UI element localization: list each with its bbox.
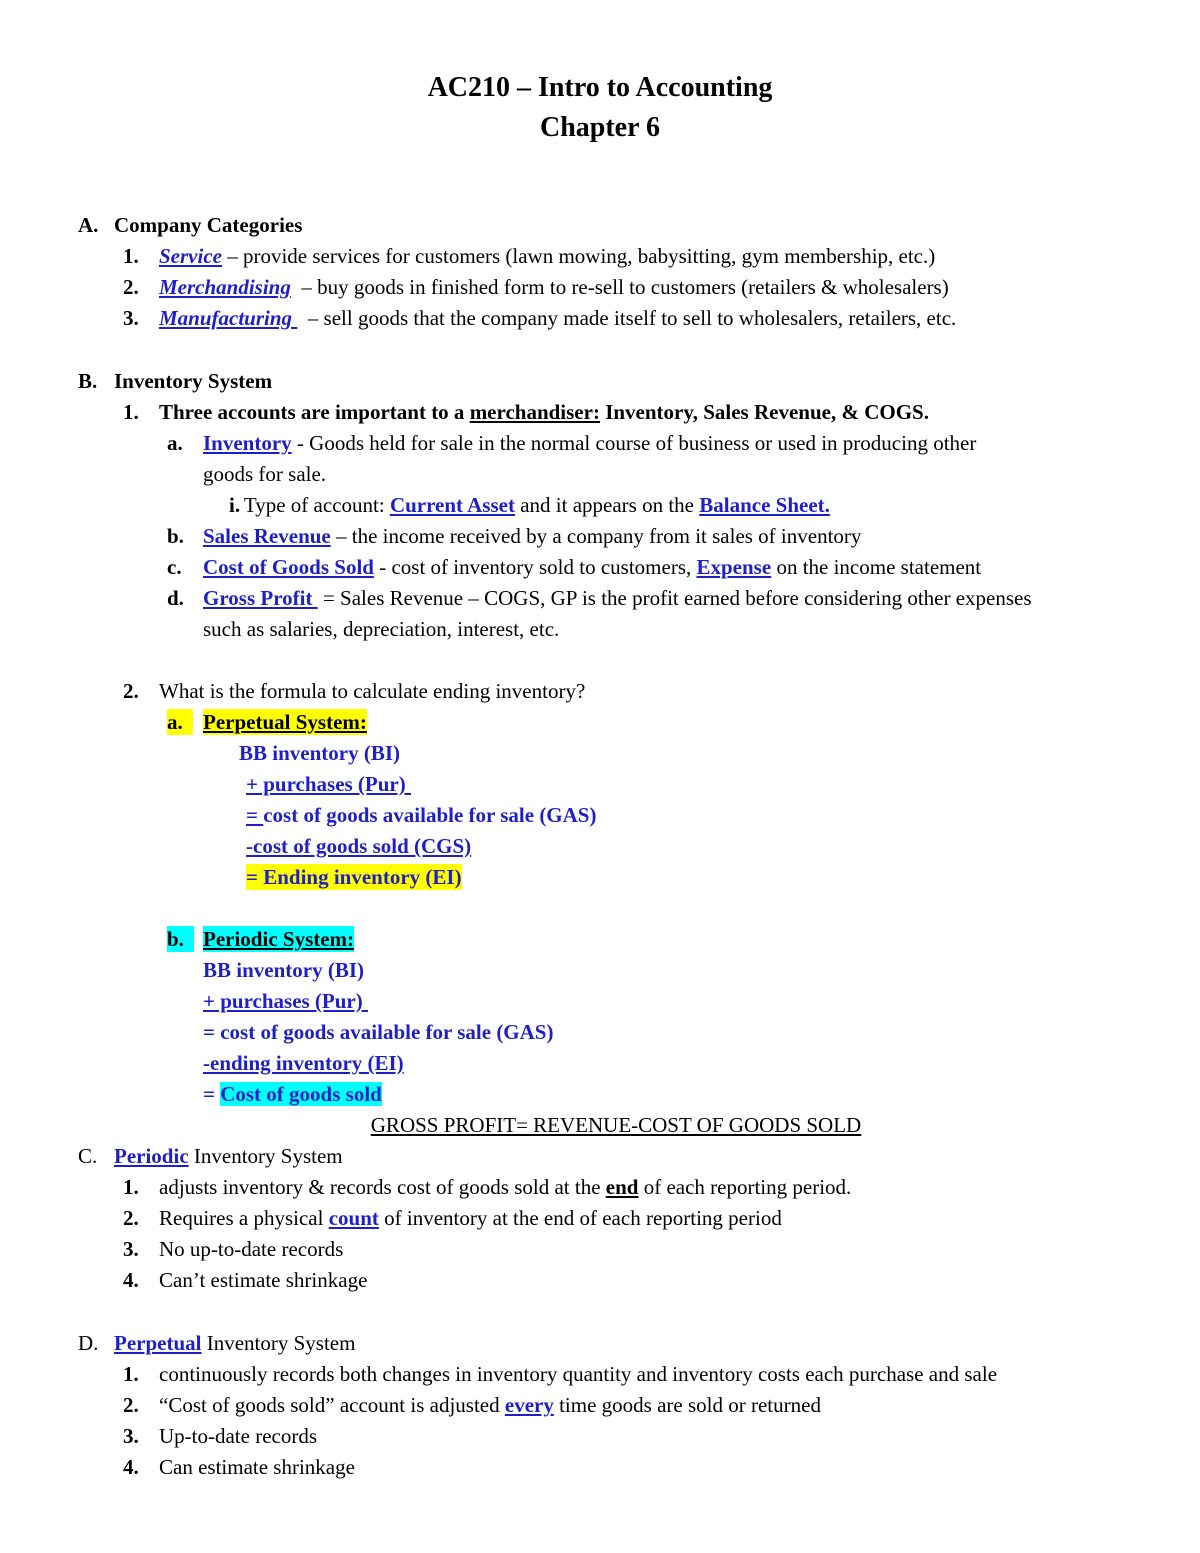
section-a-heading: Company Categories [114,213,303,237]
term-periodic: Periodic [114,1144,189,1168]
term-every: every [504,1393,554,1417]
term-merchandising: Merchandising [159,275,291,299]
formula-line-result: = Ending inventory (EI) [246,865,462,889]
gross-profit-formula: GROSS PROFIT= REVENUE-COST OF GOODS SOLD [370,1113,862,1137]
page-title: AC210 – Intro to Accounting [427,72,773,103]
list-item: Requires a physical count of inventory at the end of each reporting period [159,1206,782,1230]
formula-line: = cost of goods available for sale (GAS) [203,1020,554,1044]
list-item: Merchandising – buy goods in finished form to re-sell to customers (retailers & wholesalers) [159,275,949,299]
term-count: count [328,1206,379,1230]
sub-sub-marker: i. [229,493,241,517]
term-cost-of-goods-sold: Cost of Goods Sold [203,555,374,579]
list-item: Sales Revenue – the income received by a company from it sales of inventory [203,524,862,548]
section-b-marker: B. [78,369,98,393]
list-item: continuously records both changes in inventory quantity and inventory costs each purchase and sale [159,1362,998,1386]
list-number: 2. [123,1206,139,1230]
term-perpetual: Perpetual [114,1331,202,1355]
list-number: 1. [123,1362,139,1386]
list-item: adjusts inventory & records cost of goods sold at the end of each reporting period. [159,1175,852,1199]
list-item: What is the formula to calculate ending inventory? [159,679,586,703]
list-item-continuation: such as salaries, depreciation, interest, etc. [203,617,560,641]
sub-marker: b. [167,926,194,952]
list-item: Service – provide services for customers (lawn mowing, babysitting, gym membership, etc.) [159,244,936,268]
list-item: Manufacturing – sell goods that the company made itself to sell to wholesalers, retailers, etc. [159,306,957,330]
list-number: 3. [123,306,139,330]
sub-marker: d. [167,586,184,610]
section-b-heading: Inventory System [114,369,273,393]
list-number: 1. [123,400,139,424]
list-item: Type of account: Current Asset and it appears on the Balance Sheet. [239,493,830,517]
list-item: Up-to-date records [159,1424,318,1448]
chapter-title: Chapter 6 [539,112,661,143]
list-number: 4. [123,1455,139,1479]
list-number: 2. [123,679,139,703]
list-number: 1. [123,1175,139,1199]
section-a-marker: A. [78,213,99,237]
list-number: 3. [123,1237,139,1261]
term-manufacturing: Manufacturing [159,306,298,330]
term-end: end [605,1175,639,1199]
list-item: Three accounts are important to a merchandiser: Inventory, Sales Revenue, & COGS. [159,400,929,424]
term-service: Service [159,244,222,268]
formula-line-result: = Cost of goods sold [203,1082,382,1106]
list-item: Inventory - Goods held for sale in the normal course of business or used in producing other [203,431,977,455]
section-d-heading: Perpetual Inventory System [114,1331,356,1355]
list-item: Gross Profit = Sales Revenue – COGS, GP is the profit earned before considering other expenses [203,586,1032,610]
list-number: 2. [123,275,139,299]
term-inventory: Inventory [203,431,292,455]
list-item-continuation: goods for sale. [203,462,327,486]
sub-marker: c. [167,555,182,579]
term-merchandiser: merchandiser: [469,400,600,424]
formula-line: + purchases (Pur) [203,989,368,1013]
list-number: 3. [123,1424,139,1448]
section-c-marker: C. [78,1144,98,1168]
term-expense: Expense [696,555,772,579]
formula-line: + purchases (Pur) [246,772,411,796]
formula-line: = cost of goods available for sale (GAS) [246,803,597,827]
list-item: Cost of Goods Sold - cost of inventory sold to customers, Expense on the income statement [203,555,982,579]
list-number: 4. [123,1268,139,1292]
section-d-marker: D. [78,1331,99,1355]
formula-line: BB inventory (BI) [239,741,401,765]
perpetual-heading: Perpetual System: [203,710,367,734]
term-sales-revenue: Sales Revenue [203,524,331,548]
formula-line: BB inventory (BI) [203,958,365,982]
sub-marker: a. [167,431,183,455]
sub-marker: a. [167,709,193,735]
term-gross-profit: Gross Profit [203,586,318,610]
list-item: Can estimate shrinkage [159,1455,355,1479]
list-item: No up-to-date records [159,1237,344,1261]
term-current-asset: Current Asset [389,493,515,517]
periodic-heading: Periodic System: [203,927,355,951]
formula-line: -ending inventory (EI) [203,1051,404,1075]
list-item: “Cost of goods sold” account is adjusted every time goods are sold or returned [159,1393,821,1417]
list-number: 1. [123,244,139,268]
formula-line: -cost of goods sold (CGS) [246,834,472,858]
section-c-heading: Periodic Inventory System [114,1144,343,1168]
sub-marker: b. [167,524,184,548]
term-balance-sheet: Balance Sheet. [699,493,830,517]
list-item: Can’t estimate shrinkage [159,1268,368,1292]
list-number: 2. [123,1393,139,1417]
